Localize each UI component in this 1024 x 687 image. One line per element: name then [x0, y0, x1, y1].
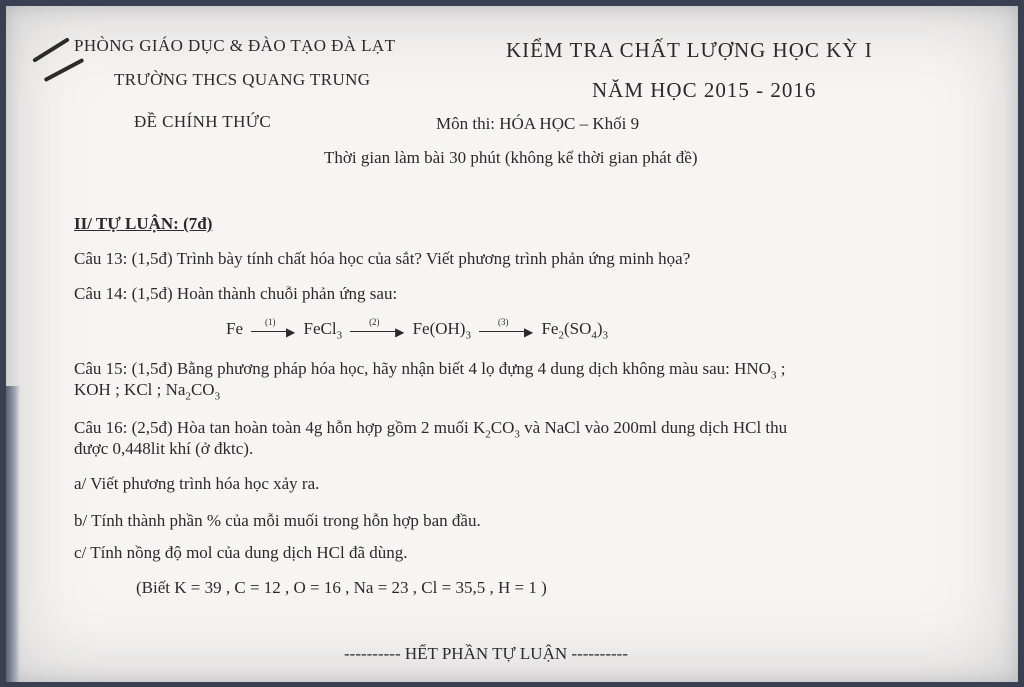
part-b: b/ Tính thành phần % của mỗi muối trong hỗn hợp ban đầu.	[74, 511, 481, 530]
fe2so43-sub-2: 4	[591, 329, 597, 342]
subject-line: Môn thi: HÓA HỌC – Khối 9	[436, 114, 640, 133]
chain-fecl3	[303, 319, 343, 342]
pen-mark-2	[44, 58, 85, 82]
na2co3-sub-2: 3	[214, 390, 221, 403]
reaction-arrow-3: (3) ▶	[479, 323, 533, 337]
pen-mark-1	[32, 37, 70, 63]
arrow-1-label: (1)	[265, 317, 276, 328]
feoh3-base: Fe(OH)	[412, 319, 466, 338]
reaction-arrow-1: (1) ▶	[251, 323, 295, 337]
hno3-sub: 3	[770, 369, 777, 382]
k2co3-co: CO	[490, 418, 515, 437]
q16-text-a: Câu 16: (2,5đ) Hòa tan hoàn toàn 4g hỗn hợp gồm 2 muối K	[74, 418, 486, 437]
fe2so43-part-c: )	[596, 319, 603, 338]
question-15-line-1	[74, 359, 785, 381]
arrow-3-label: (3)	[497, 317, 509, 328]
fe2so43-sub-3: 3	[602, 329, 609, 342]
reaction-chain	[226, 319, 608, 341]
feoh3-sub: 3	[465, 329, 471, 342]
fe2so43-sub-1: 2	[558, 329, 564, 342]
question-14: Câu 14: (1,5đ) Hoàn thành chuỗi phản ứng sau:	[74, 284, 398, 303]
time-line: Thời gian làm bài 30 phút (không kể thời gian phát đề)	[324, 148, 698, 167]
given-atomic-masses: (Biết K = 39 , C = 12 , O = 16 , Na = 23 , Cl = 35,5 , H = 1 )	[136, 578, 547, 597]
section-title: II/ TỰ LUẬN: (7đ)	[74, 214, 213, 233]
q16-text-c: và NaCl vào 200ml dung dịch HCl thu	[519, 418, 788, 437]
na2co3-co: CO	[190, 380, 215, 399]
dept-name: PHÒNG GIÁO DỤC & ĐÀO TẠO ĐÀ LẠT	[74, 36, 396, 55]
fecl3-base: FeCl	[303, 319, 337, 338]
paper-edge-shadow	[6, 386, 20, 682]
q15-end: ;	[776, 359, 786, 378]
official-label: ĐỀ CHÍNH THỨC	[134, 112, 272, 131]
chain-feoh3	[412, 319, 471, 342]
q15-text: Câu 15: (1,5đ) Bằng phương pháp hóa học, hãy nhận biết 4 lọ đựng 4 dung dịch không màu sau: HNO	[74, 359, 771, 378]
question-13: Câu 13: (1,5đ) Trình bày tính chất hóa học của sắt? Viết phương trình phản ứng minh họa?	[74, 249, 691, 268]
fecl3-sub: 3	[336, 329, 343, 342]
k2co3-sub-1: 2	[485, 428, 491, 441]
k2co3-sub-2: 3	[514, 428, 520, 441]
fe2so43-part-b: (SO	[563, 319, 592, 338]
question-15-line-2	[74, 380, 220, 402]
reaction-arrow-2: (2) ▶	[350, 323, 404, 337]
chain-fe: Fe	[226, 319, 243, 338]
exam-paper	[6, 6, 1018, 682]
na2co3-sub-1: 2	[185, 390, 191, 403]
fe2so43-part-a: Fe	[541, 319, 559, 338]
part-a: a/ Viết phương trình hóa học xảy ra.	[74, 474, 320, 493]
q15-substances: KOH ; KCl ; Na	[74, 380, 186, 399]
part-c: c/ Tính nồng độ mol của dung dịch HCl đã dùng.	[74, 543, 408, 562]
school-name: TRƯỜNG THCS QUANG TRUNG	[114, 70, 371, 89]
question-16-line-2: được 0,448lit khí (ở đktc).	[74, 439, 254, 458]
question-16-line-1	[74, 418, 787, 440]
school-year: NĂM HỌC 2015 - 2016	[592, 78, 817, 102]
arrow-2-label: (2)	[369, 317, 380, 328]
exam-title: KIỂM TRA CHẤT LƯỢNG HỌC KỲ I	[506, 38, 873, 62]
chain-fe2so43	[541, 319, 609, 342]
footer-end-label: ---------- HẾT PHẦN TỰ LUẬN ----------	[344, 644, 628, 663]
